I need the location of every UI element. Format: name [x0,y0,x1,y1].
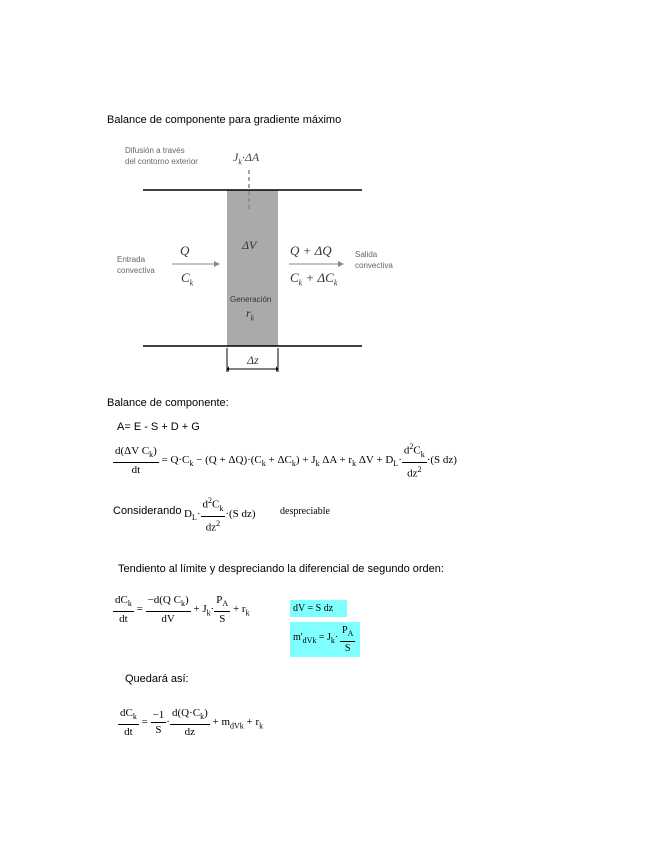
equation-1: $\frac{d(\Delta V C_k)}{dt}$ = $Q\cdot C_k - (Q + \Delta Q)\cdot(C_k + \Delta C_k) + J_k$ $\Delta A + r_k$ $\Delta V + D_L\cdot$ $\frac{d^2C_k}{dz^2}$ ·(S dz) [115,442,457,480]
diffusion-term: $J_k\cdot\Delta A$ [233,150,260,167]
dz-label: Δz [247,353,259,367]
volume-element-box: dV = S dz [290,600,347,617]
balance-equation: A= E - S + D + G [117,421,200,433]
equation-2: $\frac{dC_k}{dt}$ = $\frac{-d(Q C_k)}{dV}$ + $J_k\cdot$ $\frac{P_A}{S}$ + $r_k$ [115,594,250,626]
balance-title: Balance de componente: [107,397,229,409]
inlet-C: $C_k$ [181,270,194,288]
inlet-label-2: convectiva [117,266,155,275]
considering-label: Considerando [113,505,182,517]
outlet-label-2: convectiva [355,261,393,270]
limit-text: Tendiento al límite y despreciando la diferencial de segundo orden: [118,563,444,575]
result-label: Quedará así: [125,673,189,685]
control-volume [227,190,278,346]
diffusion-label-1: Difusión a través [125,146,185,155]
outlet-C: $C_k + \Delta C_k$ [290,270,338,288]
second-order-term: $D_L\cdot$ $\frac{d^2C_k}{dz^2}$ ·(S dz) [184,496,256,534]
inlet-label-1: Entrada [117,255,146,264]
diffusion-label-2: del contorno exterior [125,157,198,166]
section-title: Balance de componente para gradiente máximo [107,114,342,126]
volume-label: ΔV [242,238,257,252]
outlet-Q: Q + ΔQ [290,243,332,258]
negligible-label: despreciable [280,506,330,517]
diagram-shapes [0,0,655,400]
generation-label: Generación [230,295,272,304]
outlet-label-1: Salida [355,250,378,259]
mass-flux-box: $m'_{dVk} = J_k\cdot$ $\frac{P_A}{S}$ [290,622,360,657]
inlet-Q: Q [180,243,190,258]
equation-3: $\frac{dC_k}{dt}$ = $\frac{-1}{S}$ · $\frac{d(Q\cdot C_k)}{dz}$ + $m_{dVk} + r_k$ [120,707,264,739]
generation-term: $r_k$ [246,306,255,323]
